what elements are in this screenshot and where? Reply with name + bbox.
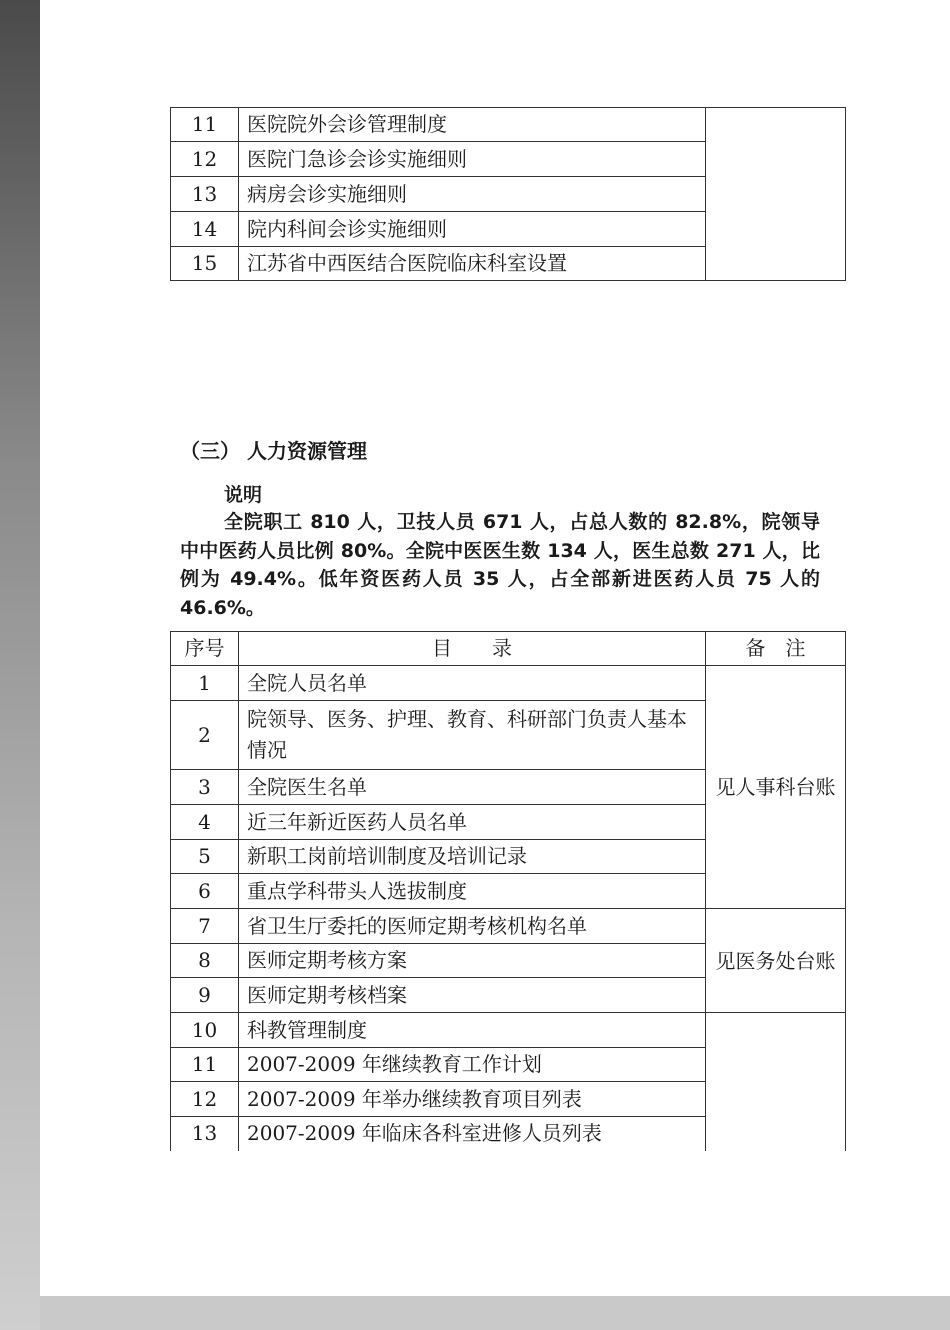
table-row	[171, 1013, 846, 1048]
row-number: 8	[171, 944, 239, 978]
row-title: 2007-2009 年继续教育工作计划	[239, 1048, 706, 1082]
row-note-empty	[706, 1013, 846, 1151]
row-number: 12	[171, 142, 239, 177]
row-number: 12	[171, 1082, 239, 1117]
row-title: 重点学科带头人选拔制度	[239, 874, 706, 909]
row-number: 11	[171, 108, 239, 142]
row-title: 医院院外会诊管理制度	[239, 108, 706, 142]
row-number: 9	[171, 978, 239, 1013]
table-row	[171, 909, 846, 944]
row-number: 7	[171, 909, 239, 944]
row-title: 2007-2009 年举办继续教育项目列表	[239, 1082, 706, 1117]
table-row	[171, 108, 846, 142]
section-title: （三） 人力资源管理	[180, 439, 367, 463]
header-title: 目 录	[239, 632, 706, 666]
table-header-row	[171, 632, 846, 666]
row-title: 近三年新近医药人员名单	[239, 805, 706, 840]
row-title: 全院人员名单	[239, 666, 706, 701]
row-title: 院内科间会诊实施细则	[239, 212, 706, 247]
left-margin-bar	[0, 0, 40, 1330]
row-title: 全院医生名单	[239, 770, 706, 805]
bottom-margin-bar	[40, 1296, 950, 1330]
row-title: 新职工岗前培训制度及培训记录	[239, 840, 706, 874]
row-title: 院领导、医务、护理、教育、科研部门负责人基本情况	[239, 701, 706, 770]
row-title: 省卫生厅委托的医师定期考核机构名单	[239, 909, 706, 944]
row-number: 1	[171, 666, 239, 701]
row-note	[706, 108, 846, 281]
row-number: 13	[171, 177, 239, 212]
table-main	[170, 631, 846, 1151]
description-heading: 说明	[224, 484, 263, 506]
row-title: 江苏省中西医结合医院临床科室设置	[239, 247, 706, 281]
row-number: 15	[171, 247, 239, 281]
table-top	[170, 107, 846, 281]
row-note-personnel: 见人事科台账	[706, 666, 846, 909]
row-number: 5	[171, 840, 239, 874]
row-title: 病房会诊实施细则	[239, 177, 706, 212]
row-number: 11	[171, 1048, 239, 1082]
row-title: 医院门急诊会诊实施细则	[239, 142, 706, 177]
row-title: 医师定期考核档案	[239, 978, 706, 1013]
row-number: 4	[171, 805, 239, 840]
row-number: 2	[171, 701, 239, 770]
row-number: 10	[171, 1013, 239, 1048]
row-note-medical: 见医务处台账	[706, 909, 846, 1013]
row-number: 6	[171, 874, 239, 909]
description-body: 全院职工 810 人，卫技人员 671 人，占总人数的 82.8%，院领导中中医药人员比例 80%。全院中医医生数 134 人，医生总数 271 人，比例为 49.4%。低年资医药人员 35 人，占全部新进医药人员 75 人的 46.6%。	[180, 511, 820, 619]
row-title: 2007-2009 年临床各科室进修人员列表	[239, 1117, 706, 1151]
row-number: 13	[171, 1117, 239, 1151]
row-title: 科教管理制度	[239, 1013, 706, 1048]
header-note: 备 注	[706, 632, 846, 666]
row-title: 医师定期考核方案	[239, 944, 706, 978]
header-number: 序号	[171, 632, 239, 666]
row-number: 3	[171, 770, 239, 805]
row-number: 14	[171, 212, 239, 247]
table-row	[171, 666, 846, 701]
